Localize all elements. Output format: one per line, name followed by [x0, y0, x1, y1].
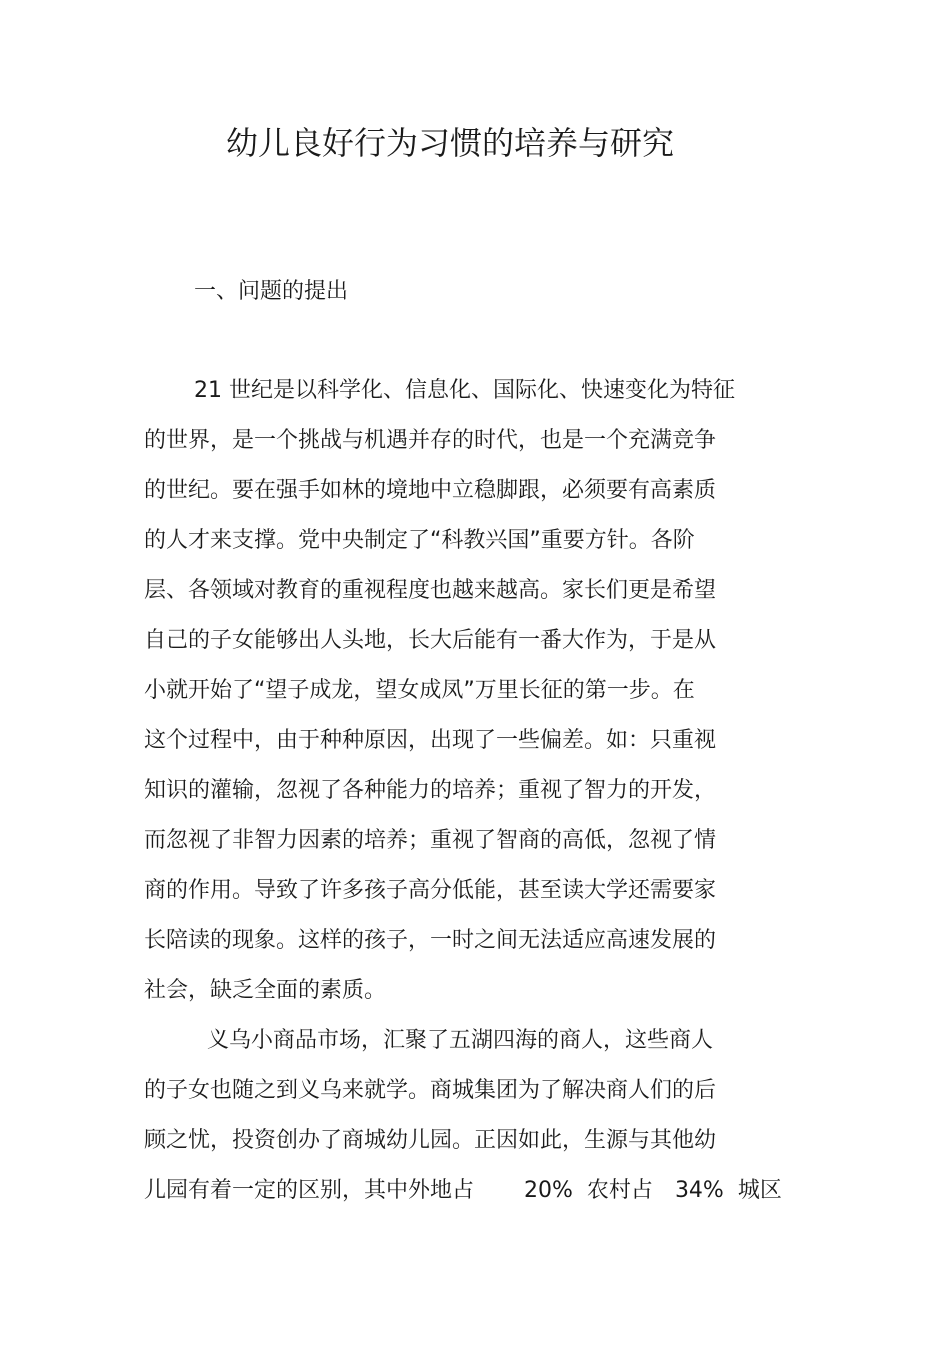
paragraph-line: 这个过程中，由于种种原因，出现了一些偏差。如：只重视 [144, 728, 717, 753]
paragraph-line: 商的作用。导致了许多孩子高分低能，甚至读大学还需要家 [144, 878, 717, 903]
paragraph-line: 自己的子女能够出人头地，长大后能有一番大作为，于是从 [144, 628, 717, 653]
paragraph-line: 知识的灌输，忽视了各种能力的培养；重视了智力的开发， [144, 778, 717, 803]
paragraph-line: 小就开始了“望子成龙，望女成凤”万里长征的第一步。在 [144, 678, 695, 703]
paragraph-line: 长陪读的现象。这样的孩子，一时之间无法适应高速发展的 [144, 928, 717, 953]
paragraph-line: 的世界，是一个挑战与机遇并存的时代，也是一个充满竞争 [144, 428, 717, 453]
paragraph-line: 义乌小商品市场，汇聚了五湖四海的商人，这些商人 [207, 1028, 714, 1053]
percentage-value: 20% [524, 1178, 573, 1203]
line-text: 农村占 [586, 1178, 653, 1203]
document-title: 幼儿良好行为习惯的培养与研究 [225, 124, 674, 162]
paragraph-line: 顾之忧，投资创办了商城幼儿园。正因如此，生源与其他幼 [144, 1128, 717, 1153]
paragraph-line: 21 世纪是以科学化、信息化、国际化、快速变化为特征 [194, 378, 735, 403]
line-text: 儿园有着一定的区别，其中外地占 [144, 1178, 475, 1203]
paragraph-line: 的子女也随之到义乌来就学。商城集团为了解决商人们的后 [144, 1078, 717, 1103]
paragraph-line: 的人才来支撑。党中央制定了“科教兴国”重要方针。各阶 [144, 528, 695, 553]
section-heading: 一、问题的提出 [194, 279, 349, 304]
paragraph-line-last [144, 1173, 782, 1209]
percentage-value: 34% [674, 1178, 724, 1203]
paragraph-line: 而忽视了非智力因素的培养；重视了智商的高低，忽视了情 [144, 828, 717, 853]
line-text: 城区 [737, 1178, 782, 1203]
paragraph-line: 的世纪。要在强手如林的境地中立稳脚跟，必须要有高素质 [144, 478, 717, 503]
paragraph-line: 社会，缺乏全面的素质。 [144, 978, 387, 1003]
paragraph-line: 层、各领域对教育的重视程度也越来越高。家长们更是希望 [144, 578, 717, 603]
